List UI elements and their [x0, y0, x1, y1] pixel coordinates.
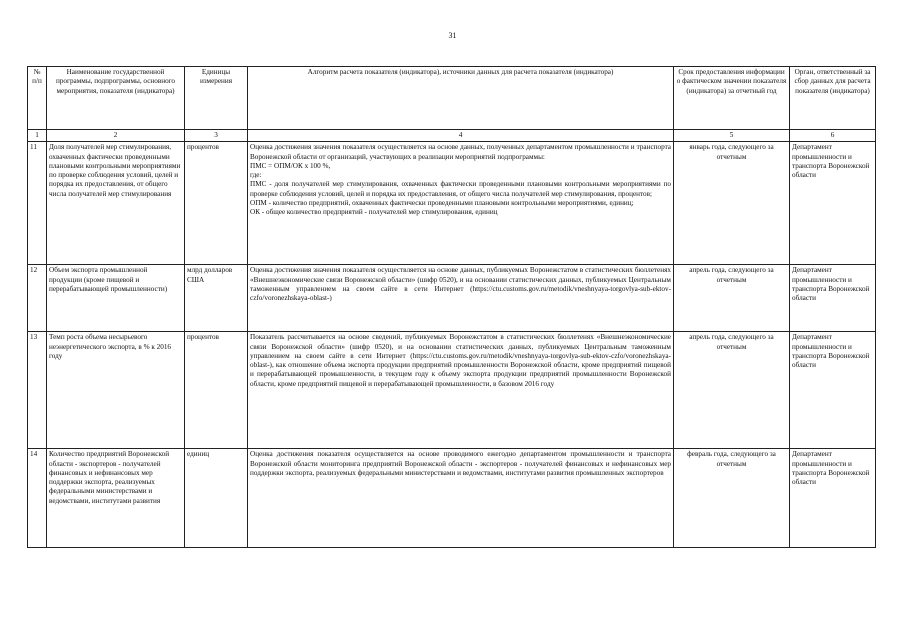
header-num: № п/п	[28, 67, 47, 130]
algorithm-line: Показатель рассчитывается на основе сведений, публикуемых Воронежстатом в статистических бюллетенях «Внешнеэкономические связи Воронежской области» (шифр 0520), и на основании статистических данных, публикуемых Центральным таможенным управлением на своем сайте в сети Интернет (https://ctu.customs.gov.ru/metodik/vneshnyaya-torgovlya-sub-ektov-czfo/voronezhskaya-oblast-), как отношение объема экспорта продукции предприятий промышленности Воронежской области, кроме предприятий пищевой и перерабатывающей промышленности, в текущем году к объему экспорта продукции предприятий промышленности Воронежской области, кроме предприятий пищевой и перерабатывающей промышленности, в базовом 2016 году	[250, 333, 671, 388]
unit: единиц	[185, 449, 248, 548]
row-number: 13	[28, 332, 47, 449]
header-agency: Орган, ответственный за сбор данных для расчета показателя (индикатора)	[790, 67, 876, 130]
agency: Департамент промышленности и транспорта Воронежской области	[790, 142, 876, 265]
header-deadline: Срок предоставления информации о фактическом значении показателя (индикатора) за отчетный год	[674, 67, 790, 130]
algorithm-line: ОПМ - количество предприятий, охваченных фактически проведенными плановыми контрольными мероприятиями, единиц;	[250, 199, 634, 208]
column-number: 2	[47, 130, 185, 142]
algorithm-line: Оценка достижения показателя осуществляется на основе проводимого ежегодно департаментом промышленности и транспорта Воронежской области мониторинга предприятий Воронежской области - экспортеров - получателей финансовых и нефинансовых мер поддержки экспорта, реализуемых федеральными министерствами и ведомствами, институтами развития промышленных экспортеров	[250, 450, 671, 477]
table-row	[28, 449, 876, 548]
unit: млрд долларов США	[185, 265, 248, 332]
algorithm	[248, 142, 674, 265]
column-number: 4	[248, 130, 674, 142]
row-number: 14	[28, 449, 47, 548]
agency: Департамент промышленности и транспорта Воронежской области	[790, 265, 876, 332]
row-number: 12	[28, 265, 47, 332]
deadline: апрель года, следующего за отчетным	[674, 332, 790, 449]
page-number: 31	[448, 31, 457, 40]
indicator-name: Объем экспорта промышленной продукции (кроме пищевой и перерабатывающей промышленности)	[47, 265, 185, 332]
header-name: Наименование государственной программы, подпрограммы, основного мероприятия, показателя (индикатора)	[47, 67, 185, 130]
column-number-row	[28, 130, 876, 142]
table-row	[28, 332, 876, 449]
deadline: апрель года, следующего за отчетным	[674, 265, 790, 332]
row-number: 11	[28, 142, 47, 265]
algorithm	[248, 332, 674, 449]
agency: Департамент промышленности и транспорта Воронежской области	[790, 332, 876, 449]
column-number: 6	[790, 130, 876, 142]
indicator-name: Количество предприятий Воронежской области - экспортеров - получателей финансовых и нефинансовых мер поддержки экспорта, реализуемых федеральными министерствами и ведомствами, институтами развития	[47, 449, 185, 548]
column-number: 3	[185, 130, 248, 142]
indicator-table	[27, 66, 876, 548]
header-algorithm: Алгоритм расчета показателя (индикатора), источники данных для расчета показателя (индикатора)	[248, 67, 674, 130]
header-row	[28, 67, 876, 130]
algorithm-line: Оценка достижения значения показателя осуществляется на основе данных, публикуемых Воронежстатом в статистических бюллетенях «Внешнеэкономические связи Воронежской области» (шифр 0520), и на основании статистических данных, публикуемых Центральным таможенным управлением на своем сайте в сети Интернет (https://ctu.customs.gov.ru/metodik/vneshnyaya-torgovlya-sub-ektov-czfo/voronezhskaya-oblast-)	[250, 266, 671, 303]
column-number: 1	[28, 130, 47, 142]
algorithm-line: ОК - общее количество предприятий - получателей мер стимулирования, единиц	[250, 208, 498, 217]
table-row	[28, 142, 876, 265]
indicator-name: Темп роста объема несырьевого неэнергетического экспорта, в % к 2016 году	[47, 332, 185, 449]
algorithm	[248, 449, 674, 548]
unit: процентов	[185, 332, 248, 449]
algorithm-line: ПМС - доля получателей мер стимулирования, охваченных фактически проведенными плановыми контрольными мероприятиями по проверке соблюдения условий, целей и порядка их предоставления, от общего числа получателей мер стимулирования, процентов;	[250, 180, 671, 198]
deadline: февраль года, следующего за отчетным	[674, 449, 790, 548]
agency: Департамент промышленности и транспорта Воронежской области	[790, 449, 876, 548]
algorithm	[248, 265, 674, 332]
table-row	[28, 265, 876, 332]
algorithm-formula: ПМС = ОПМ/ОК х 100 %,	[250, 161, 331, 170]
column-number: 5	[674, 130, 790, 142]
indicator-name: Доля получателей мер стимулирования, охваченных фактически проведенными плановыми контрольными мероприятиями по проверке соблюдения условий, целей и порядка их предоставления, от общего числа получателей мер стимулирования	[47, 142, 185, 265]
header-unit: Единицы измерения	[185, 67, 248, 130]
algorithm-line: Оценка достижения значения показателя осуществляется на основе данных, полученных департаментом промышленности и транспорта Воронежской области от организаций, участвующих в реализации мероприятий подпрограммы:	[250, 143, 671, 161]
unit: процентов	[185, 142, 248, 265]
algorithm-line: где:	[250, 171, 262, 180]
deadline: январь года, следующего за отчетным	[674, 142, 790, 265]
